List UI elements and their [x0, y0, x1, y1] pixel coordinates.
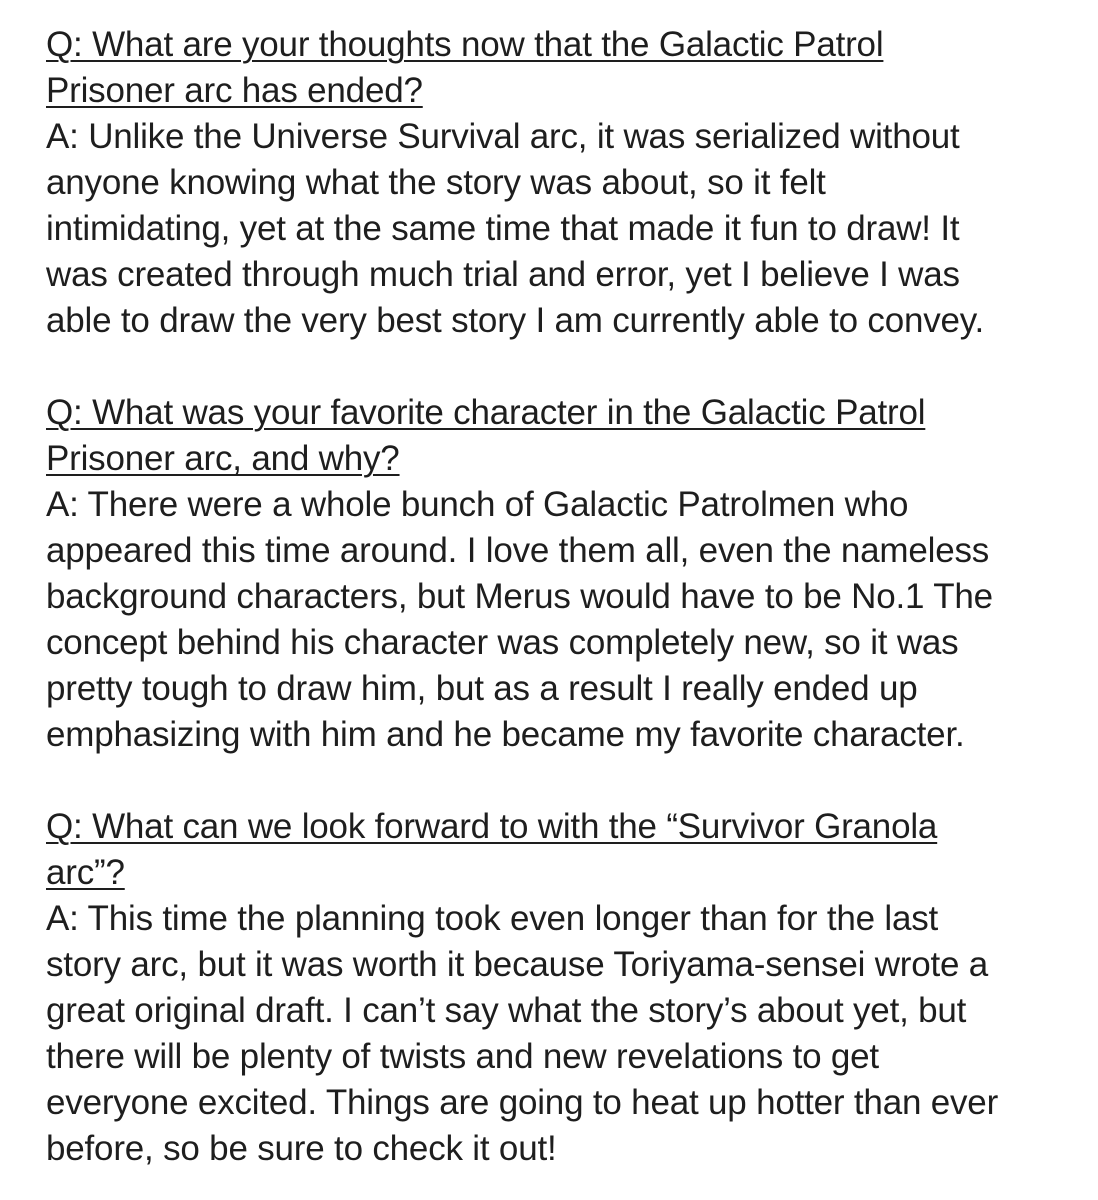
answer-line: A: This time the planning took even longer than for the last [46, 899, 939, 938]
answer-line: story arc, but it was worth it because Toriyama-sensei wrote a [46, 945, 989, 984]
answer-line: was created through much trial and error, yet I believe I was [46, 255, 960, 294]
answer-2 [46, 482, 1068, 758]
answer-line: A: Unlike the Universe Survival arc, it was serialized without [46, 117, 960, 156]
question-2 [46, 390, 1068, 482]
answer-3 [46, 896, 1068, 1172]
answer-1 [46, 114, 1068, 344]
answer-line: concept behind his character was completely new, so it was [46, 623, 959, 662]
question-3 [46, 804, 1068, 896]
question-line: Prisoner arc, and why? [46, 439, 400, 478]
answer-line: before, so be sure to check it out! [46, 1129, 557, 1168]
question-line: Q: What was your favorite character in the Galactic Patrol [46, 393, 926, 432]
answer-line: appeared this time around. I love them all, even the nameless [46, 531, 990, 570]
question-line: Q: What can we look forward to with the “Survivor Granola [46, 807, 938, 846]
answer-line: background characters, but Merus would have to be No.1 The [46, 577, 993, 616]
qa-block-1 [46, 22, 1068, 344]
qa-block-2 [46, 390, 1068, 758]
answer-line: everyone excited. Things are going to heat up hotter than ever [46, 1083, 999, 1122]
answer-line: there will be plenty of twists and new revelations to get [46, 1037, 879, 1076]
answer-line: A: There were a whole bunch of Galactic Patrolmen who [46, 485, 909, 524]
answer-line: emphasizing with him and he became my favorite character. [46, 715, 965, 754]
answer-line: intimidating, yet at the same time that made it fun to draw! It [46, 209, 960, 248]
qa-block-3 [46, 804, 1068, 1172]
answer-line: great original draft. I can’t say what the story’s about yet, but [46, 991, 967, 1030]
question-line: Q: What are your thoughts now that the Galactic Patrol [46, 25, 884, 64]
answer-line: pretty tough to draw him, but as a result I really ended up [46, 669, 918, 708]
answer-line: anyone knowing what the story was about, so it felt [46, 163, 826, 202]
question-line: arc”? [46, 853, 125, 892]
question-1 [46, 22, 1068, 114]
answer-line: able to draw the very best story I am currently able to convey. [46, 301, 985, 340]
question-line: Prisoner arc has ended? [46, 71, 423, 110]
